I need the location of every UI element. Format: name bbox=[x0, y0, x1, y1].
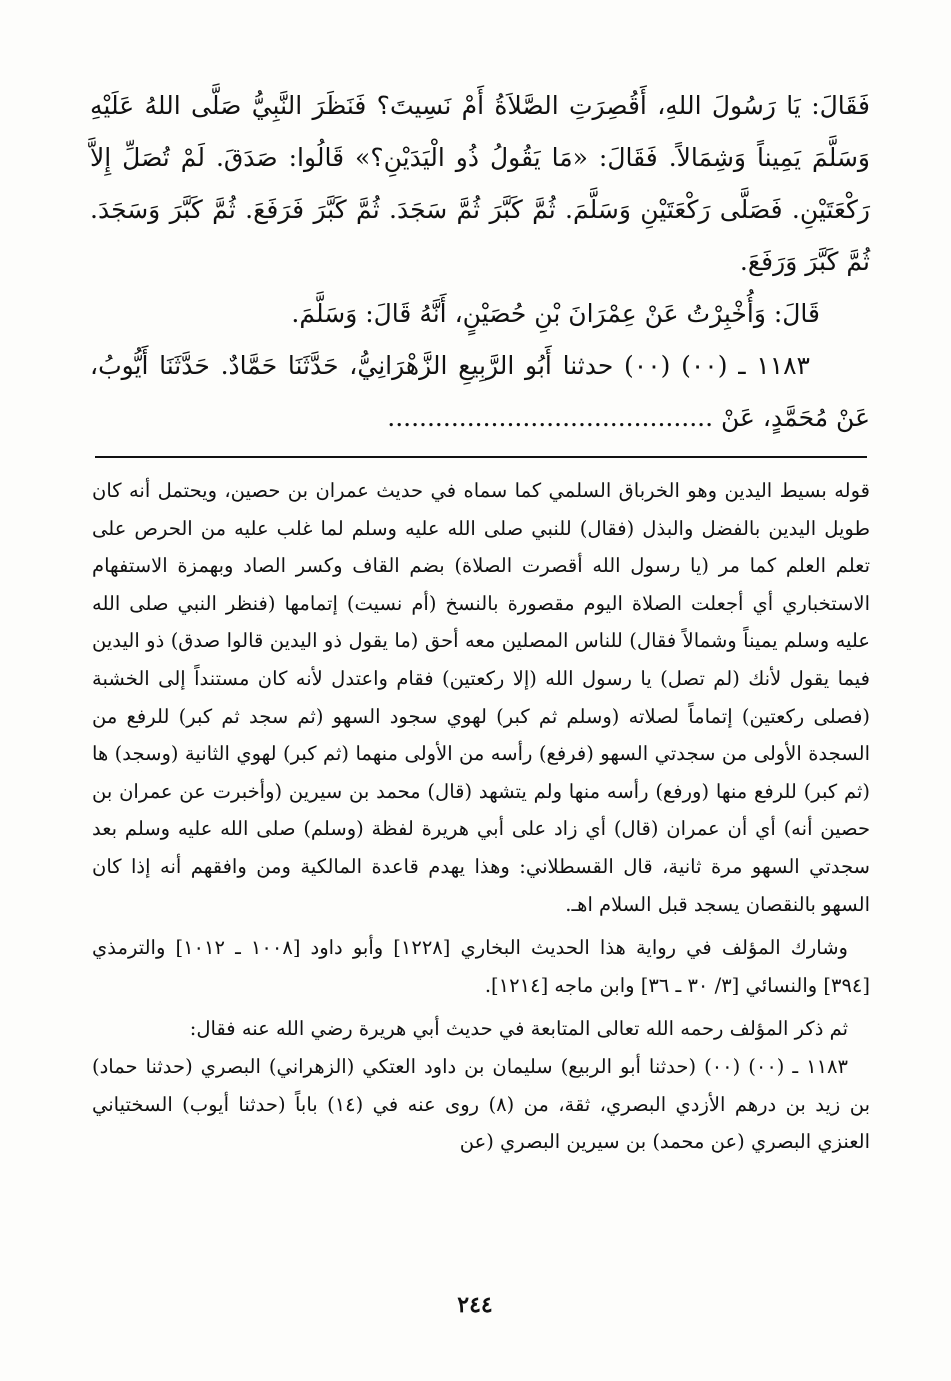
hadith-paragraph-1: فَقَالَ: يَا رَسُولَ اللهِ، أَقُصِرَتِ الصَّلاَةُ أَمْ نَسِيتَ؟ فَنَظَرَ النَّبِيُّ صَلَّى اللهُ عَلَيْهِ وَسَلَّمَ يَمِيناً وَشِمَالاً. فَقَالَ: «مَا يَقُولُ ذُو الْيَدَيْنِ؟» قَالُوا: صَدَقَ. لَمْ تُصَلِّ إِلاَّ رَكْعَتَيْنِ. فَصَلَّى رَكْعَتَيْنِ وَسَلَّمَ. ثُمَّ كَبَّرَ ثُمَّ سَجَدَ. ثُمَّ كَبَّرَ فَرَفَعَ. ثُمَّ كَبَّرَ وَسَجَدَ. ثُمَّ كَبَّرَ وَرَفَعَ. bbox=[90, 91, 870, 276]
footnote-divider bbox=[95, 456, 867, 458]
hadith-paragraph-3 bbox=[90, 340, 870, 444]
commentary-paragraph-3: ثم ذكر المؤلف رحمه الله تعالى المتابعة في حديث أبي هريرة رضي الله عنه فقال: bbox=[189, 1017, 848, 1041]
hadith-text-block bbox=[90, 80, 870, 444]
ellipsis-dots: ......................................... bbox=[387, 403, 714, 432]
commentary-block bbox=[92, 472, 870, 1161]
page-number: ٢٤٤ bbox=[457, 1292, 493, 1318]
hadith-paragraph-3-text: ١١٨٣ ـ (٠٠) (٠٠) حدثنا أَبُو الرَّبِيعِ الزَّهْرَانِيُّ، حَدَّثَنَا حَمَّادٌ. حَدَّثَنَا أَيُّوبُ، عَنْ مُحَمَّدٍ، عَنْ bbox=[90, 351, 870, 432]
hadith-paragraph-2: قَالَ: وَأُخْبِرْتُ عَنْ عِمْرَانَ بْنِ حُصَيْنٍ، أَنَّهُ قَالَ: وَسَلَّمَ. bbox=[291, 299, 820, 328]
commentary-paragraph-4: ١١٨٣ ـ (٠٠) (٠٠) (حدثنا أبو الربيع) سليمان بن داود العتكي (الزهراني) البصري (حدثنا حماد) بن زيد بن درهم الأزدي البصري، ثقة، من (٨) روى عنه في (١٤) باباً (حدثنا أيوب) السختياني العنزي البصري (عن محمد) بن سيرين البصري (عن bbox=[92, 1054, 870, 1154]
commentary-paragraph-2: وشارك المؤلف في رواية هذا الحديث البخاري [١٢٢٨] وأبو داود [١٠٠٨ ـ ١٠١٢] والترمذي [٣٩٤] والنسائي [٣/ ٣٠ ـ ٣٦] وابن ماجه [١٢١٤]. bbox=[92, 936, 870, 997]
commentary-paragraph-1: قوله بسيط اليدين وهو الخرباق السلمي كما سماه في حديث عمران بن حصين، ويحتمل أنه كان طويل اليدين بالفضل والبذل (فقال) للنبي صلى الله عليه وسلم لما غلب عليه من الحرص على تعلم العلم كما مر (يا رسول الله أقصرت الصلاة) بضم القاف وكسر الصاد وبهمزة الاستفهام الاستخباري أي أجعلت الصلاة اليوم مقصورة بالنسخ (أم نسيت) إتمامها (فنظر النبي صلى الله عليه وسلم يميناً وشمالاً فقال) للناس المصلين معه أحق (ما يقول ذو اليدين قالوا صدق) ذو اليدين فيما يقول لأنك (لم تصل) يا رسول الله (إلا ركعتين) فقام واعتدل لأنه كان مستنداً إلى الخشبة (فصلى ركعتين) إتماماً لصلاته (وسلم ثم كبر) لهوي سجود السهو (ثم سجد ثم كبر) للرفع من السجدة الأولى من سجدتي السهو (فرفع) رأسه من الأولى منهما (ثم كبر) لهوي الثانية (وسجد) ها (ثم كبر) للرفع منها (ورفع) رأسه منها ولم يتشهد (قال) محمد بن سيرين (وأخبرت عن عمران بن حصين أنه) أي أن عمران (قال) أي زاد على أبي هريرة لفظة (وسلم) صلى الله عليه وسلم بعد سجدتي السهو مرة ثانية، قال القسطلاني: وهذا يهدم قاعدة المالكية ومن وافقهم أنه إذا كان السهو بالنقصان يسجد قبل السلام اهـ. bbox=[92, 479, 870, 916]
